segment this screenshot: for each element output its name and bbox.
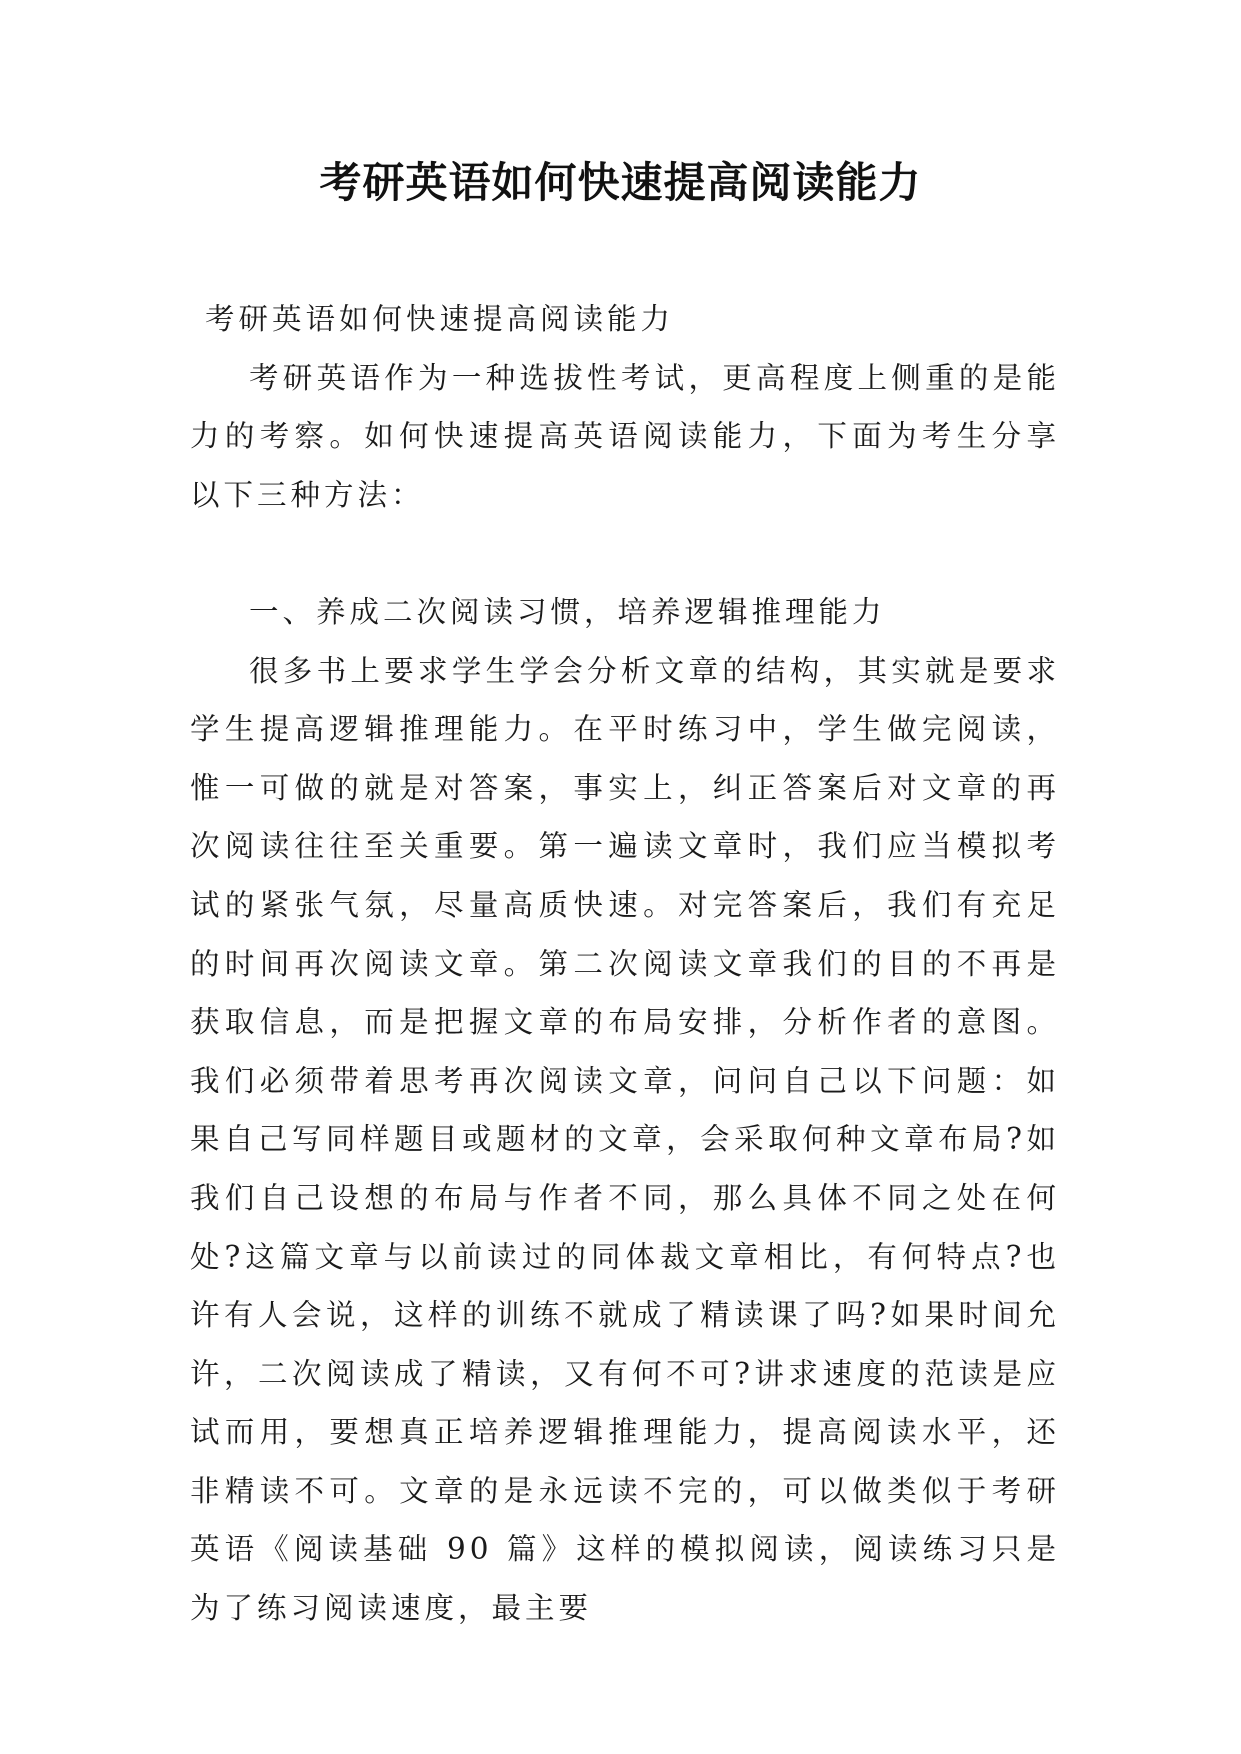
paragraph-spacer: [190, 524, 1060, 583]
document-subtitle: 考研英语如何快速提高阅读能力: [205, 302, 675, 336]
document-title: 考研英语如何快速提高阅读能力: [319, 158, 922, 207]
section-heading: 一、养成二次阅读习惯，培养逻辑推理能力: [249, 594, 886, 629]
document-body: [190, 290, 1060, 1638]
section-paragraph: 很多书上要求学生学会分析文章的结构，其实就是要求学生提高逻辑推理能力。在平时练习中，学生做完阅读，惟一可做的就是对答案，事实上，纠正答案后对文章的再次阅读往往至关重要。第一遍读文章时，我们应当模拟考试的紧张气氛，尽量高质快速。对完答案后，我们有充足的时间再次阅读文章。第二次阅读文章我们的目的不再是获取信息，而是把握文章的布局安排，分析作者的意图。我们必须带着思考再次阅读文章，问问自己以下问题：如果自己写同样题目或题材的文章，会采取何种文章布局?如我们自己设想的布局与作者不同，那么具体不同之处在何处?这篇文章与以前读过的同体裁文章相比，有何特点?也许有人会说，这样的训练不就成了精读课了吗?如果时间允许，二次阅读成了精读，又有何不可?讲求速度的范读是应试而用，要想真正培养逻辑推理能力，提高阅读水平，还非精读不可。文章的是永远读不完的，可以做类似于考研英语《阅读基础 90 篇》这样的模拟阅读，阅读练习只是为了练习阅读速度，最主要: [190, 653, 1060, 1626]
intro-paragraph: 考研英语作为一种选拔性考试，更高程度上侧重的是能力的考察。如何快速提高英语阅读能力，下面为考生分享以下三种方法：: [190, 360, 1060, 512]
